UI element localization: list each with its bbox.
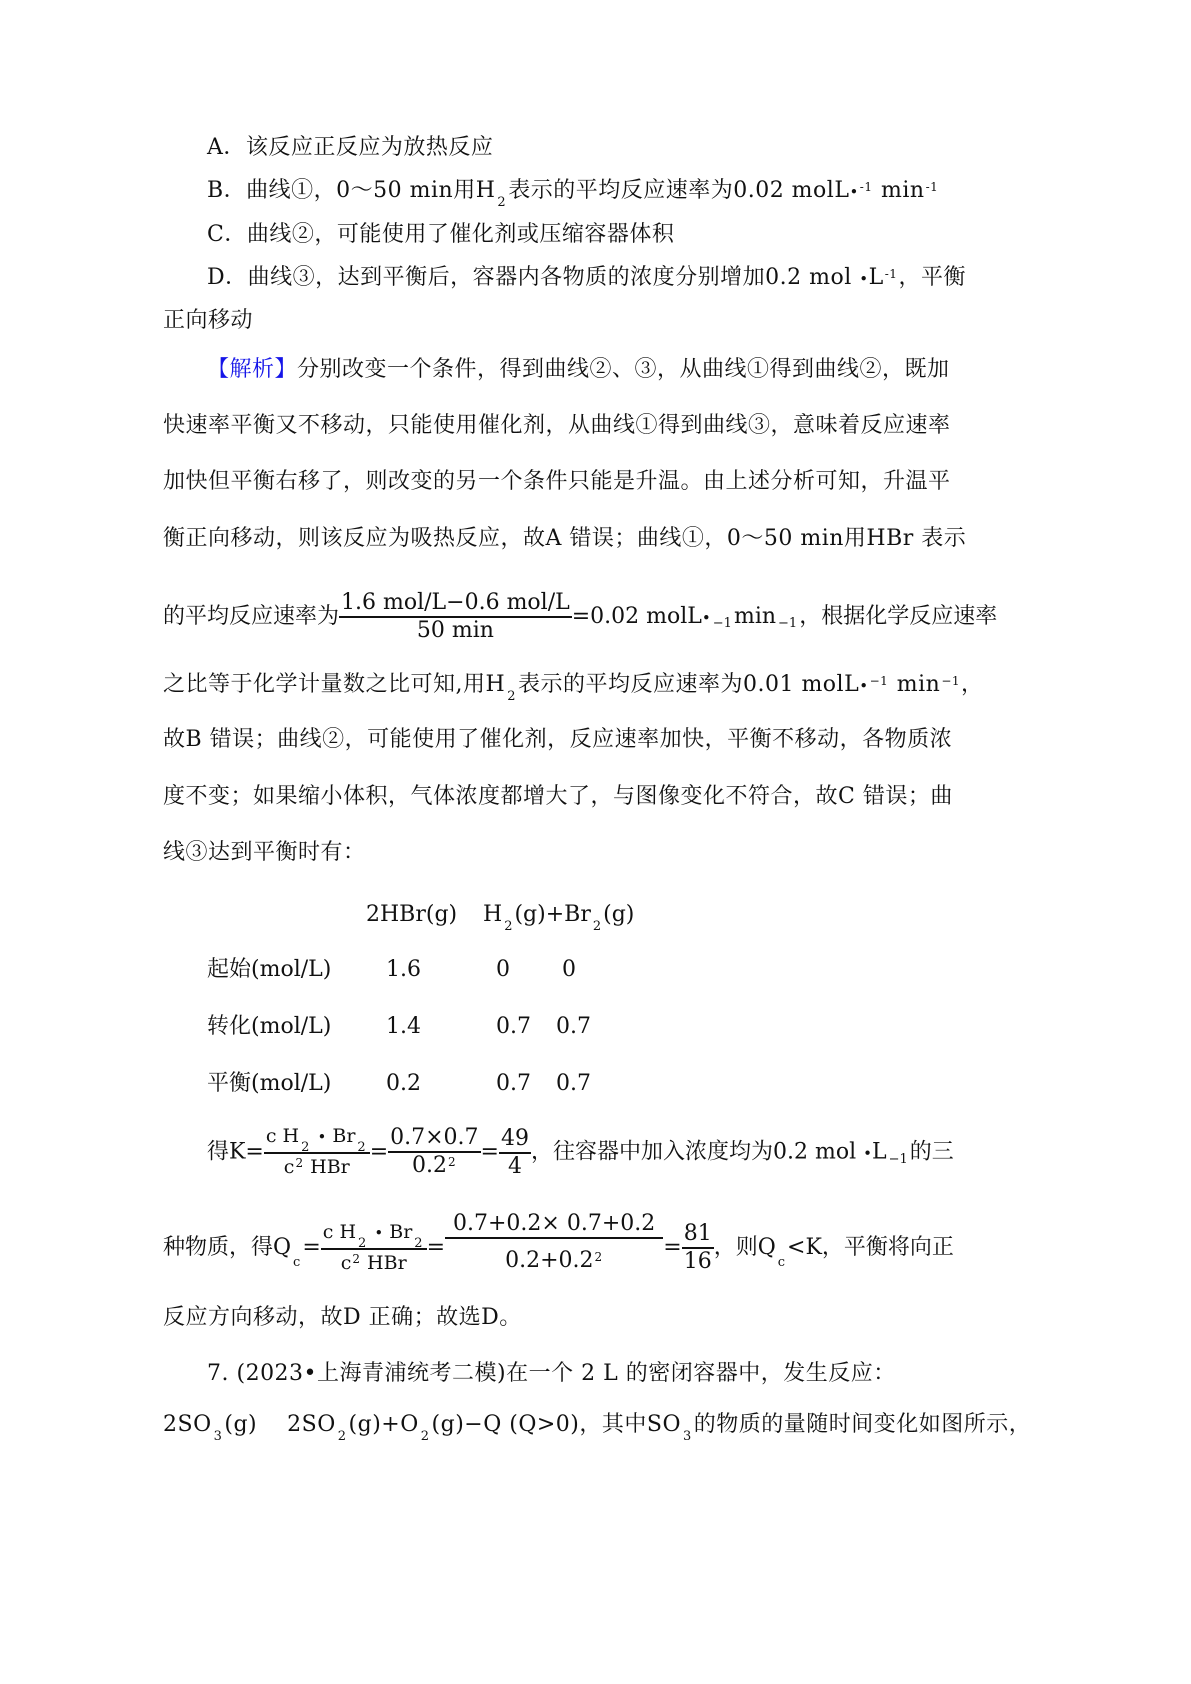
analysis-line-7: 故B 错误；曲线②，可能使用了催化剂，反应速率加快，平衡不移动，各物质浓 bbox=[163, 727, 953, 752]
analysis-text: 的平均反应速率为 bbox=[163, 604, 340, 629]
qc-fraction-3 bbox=[682, 1221, 714, 1275]
reaction-reactant: 2HBr(g) bbox=[366, 902, 458, 927]
option-d-continued: 正向移动 bbox=[163, 308, 254, 333]
row-value: 0 bbox=[496, 957, 510, 982]
exponent: −1 bbox=[869, 674, 889, 688]
product-text: (g) bbox=[603, 902, 635, 927]
option-c-text: 曲线②，可能使用了催化剂或压缩容器体积 bbox=[246, 222, 675, 247]
fraction-denominator: 0.2+0.2 bbox=[505, 1248, 594, 1273]
exponent: -1 bbox=[859, 180, 873, 194]
dot: • bbox=[701, 609, 711, 627]
k-text: ，往容器中加入浓度均为0.2 mol bbox=[530, 1139, 857, 1165]
subscript: 3 bbox=[213, 1429, 223, 1444]
superscript: 2 bbox=[295, 1156, 304, 1170]
analysis-line-6 bbox=[163, 670, 984, 703]
qc-text: ，则Q bbox=[713, 1235, 776, 1260]
exponent: −1 bbox=[888, 1151, 908, 1167]
option-c bbox=[207, 220, 674, 250]
superscript: 2 bbox=[594, 1250, 603, 1264]
unit-l: L bbox=[868, 265, 884, 290]
exponent: −1 bbox=[712, 616, 732, 631]
question-text: 的物质的量随时间变化如图所示， bbox=[693, 1412, 1032, 1437]
analysis-text: 表示的平均反应速率为0.01 molL bbox=[517, 672, 860, 697]
qc-label: 种物质，得Q bbox=[163, 1235, 292, 1260]
option-d-label: D． bbox=[207, 265, 248, 290]
analysis-text: ，根据化学反应速率 bbox=[799, 604, 998, 629]
analysis-line-3: 加快但平衡右移了，则改变的另一个条件只能是升温。由上述分析可知，升温平 bbox=[163, 469, 951, 494]
fraction-denominator: 16 bbox=[683, 1249, 712, 1274]
rate-value: =0.02 molL bbox=[571, 604, 702, 629]
option-d-text-2: ，平衡 bbox=[898, 265, 966, 290]
row-value: 0.7 bbox=[496, 1071, 531, 1096]
analysis-line-2: 快速率平衡又不移动，只能使用催化剂，从曲线①得到曲线③，意味着反应速率 bbox=[163, 413, 951, 438]
conclusion: 反应方向移动，故D 正确；故选D。 bbox=[163, 1305, 522, 1330]
dot: • bbox=[849, 183, 859, 201]
analysis-line-1 bbox=[207, 355, 950, 385]
option-b-label: B． bbox=[207, 178, 247, 203]
row-value: 0.7 bbox=[496, 1014, 531, 1039]
dot: • bbox=[859, 677, 869, 695]
qc-text: <K，平衡将向正 bbox=[787, 1235, 954, 1260]
den-text: c bbox=[283, 1156, 295, 1178]
fraction-numerator: 49 bbox=[500, 1125, 529, 1151]
formula-text: 2SO bbox=[287, 1412, 336, 1437]
subscript: 3 bbox=[682, 1429, 692, 1444]
num-text: Br bbox=[332, 1125, 356, 1147]
den-text: c bbox=[340, 1251, 352, 1274]
option-c-label: C． bbox=[207, 222, 247, 247]
dot: • bbox=[317, 1128, 327, 1146]
formula-text: (g)−Q (Q>0)，其中SO bbox=[431, 1412, 681, 1437]
den-text: HBr bbox=[367, 1251, 407, 1274]
fraction-numerator: 0.7×0.7 bbox=[390, 1124, 479, 1150]
analysis-text: ， bbox=[961, 672, 984, 697]
k-equation: 得K= $\frac{c H_2 • Br_2}{c^2 HBr}$ = $\frac{0.7\times 0.7}{0.2^2}$ = $\frac{49}{4}$ ，往容器中加入浓度均为0.2 mol •L −1的三 bbox=[207, 1123, 954, 1182]
option-d bbox=[207, 263, 966, 295]
formula-text: 2SO bbox=[163, 1412, 212, 1437]
analysis-line-8: 度不变；如果缩小体积，气体浓度都增大了，与图像变化不符合，故C 错误；曲 bbox=[163, 784, 953, 809]
exponent: −1 bbox=[941, 674, 961, 688]
den-text: HBr bbox=[310, 1156, 350, 1178]
k-fraction-3 bbox=[499, 1126, 531, 1180]
exponent: -1 bbox=[884, 267, 898, 281]
h-subscript: 2 bbox=[504, 919, 513, 934]
analysis-line-9: 线③达到平衡时有： bbox=[163, 840, 366, 865]
unit-min: min bbox=[881, 178, 925, 203]
num-text: c H bbox=[265, 1125, 300, 1147]
h-subscript: 2 bbox=[507, 689, 516, 704]
question-7-line-1: 7. (2023•上海青浦统考二模)在一个 2 L 的密闭容器中，发生反应： bbox=[207, 1361, 896, 1386]
num-text: c H bbox=[322, 1220, 357, 1243]
analysis-line-5 bbox=[163, 590, 997, 644]
fraction-denominator: 0.2 bbox=[412, 1152, 448, 1178]
product-text: (g)+Br bbox=[514, 902, 591, 927]
superscript: 2 bbox=[352, 1251, 360, 1266]
k-text: 的三 bbox=[909, 1139, 954, 1165]
h-subscript: 2 bbox=[497, 195, 507, 210]
reaction-products bbox=[483, 900, 634, 933]
option-b-text-2: 表示的平均反应速率为0.02 molL bbox=[508, 178, 850, 203]
question-7-line-2 bbox=[163, 1410, 1031, 1443]
rate-fraction bbox=[339, 590, 572, 644]
option-a bbox=[207, 133, 493, 163]
analysis-tag: 【解析】 bbox=[207, 357, 298, 382]
row-label: 转化(mol/L) bbox=[207, 1014, 332, 1039]
formula-text: (g) bbox=[224, 1412, 258, 1437]
num-text: Br bbox=[389, 1220, 413, 1243]
unit-min: min bbox=[896, 672, 941, 697]
row-value: 0.7 bbox=[556, 1014, 591, 1039]
subscript: 2 bbox=[414, 1235, 423, 1251]
analysis-text: 之比等于化学计量数之比可知,用H bbox=[163, 672, 506, 697]
row-label: 起始(mol/L) bbox=[207, 957, 332, 982]
fraction-numerator: 1.6 mol/L−0.6 mol/L bbox=[341, 590, 570, 615]
superscript: 2 bbox=[448, 1154, 456, 1169]
k-label: 得K= bbox=[207, 1139, 264, 1165]
qc-fraction-1 bbox=[321, 1219, 427, 1278]
subscript: c bbox=[777, 1255, 786, 1270]
option-a-label: A． bbox=[207, 135, 246, 160]
exponent: -1 bbox=[925, 180, 939, 194]
subscript: 2 bbox=[301, 1140, 310, 1155]
k-fraction-1 bbox=[264, 1123, 370, 1182]
h-symbol: H bbox=[475, 178, 496, 203]
analysis-line-4: 衡正向移动，则该反应为吸热反应，故A 错误；曲线①，0～50 min用HBr 表示 bbox=[163, 526, 967, 551]
row-value: 0.7 bbox=[556, 1071, 591, 1096]
option-d-text-1: 曲线③，达到平衡后，容器内各物质的浓度分别增加0.2 mol bbox=[247, 265, 852, 290]
row-value: 0 bbox=[562, 957, 576, 982]
dot: • bbox=[863, 1144, 872, 1163]
br-subscript: 2 bbox=[592, 919, 602, 934]
option-b bbox=[207, 176, 939, 209]
unit-l: L bbox=[871, 1139, 887, 1165]
fraction-numerator: 0.7+0.2× 0.7+0.2 bbox=[453, 1211, 656, 1236]
dot: • bbox=[374, 1223, 384, 1242]
row-value: 1.4 bbox=[386, 1014, 421, 1039]
k-fraction-2 bbox=[388, 1125, 480, 1181]
row-label: 平衡(mol/L) bbox=[207, 1071, 332, 1096]
option-b-text-1: 曲线①，0～50 min用 bbox=[246, 178, 476, 203]
h-symbol: H bbox=[483, 902, 503, 927]
fraction-denominator: 4 bbox=[499, 1152, 531, 1180]
row-value: 0.2 bbox=[386, 1071, 421, 1096]
subscript: 2 bbox=[337, 1429, 347, 1444]
qc-equation: 种物质，得$Q_c=$ $\frac{c H_2 • Br_2}{c^2 HBr}$ = $\frac{0.7+0.2\times 0.7+0.2}{0.2+0.2^2}$ = $\frac{81}{16}$ ，则$Q_c<K$，平衡将向正 bbox=[163, 1211, 954, 1285]
subscript: 2 bbox=[358, 1235, 367, 1251]
row-value: 1.6 bbox=[386, 957, 421, 982]
option-a-text: 该反应正反应为放热反应 bbox=[245, 135, 494, 160]
fraction-numerator: 81 bbox=[683, 1221, 712, 1246]
exponent: −1 bbox=[778, 616, 798, 631]
subscript: 2 bbox=[420, 1429, 430, 1444]
analysis-text: 分别改变一个条件，得到曲线②、③，从曲线①得到曲线②，既加 bbox=[297, 357, 950, 382]
dot: • bbox=[859, 270, 869, 288]
fraction-denominator: 50 min bbox=[339, 616, 572, 644]
unit-min: min bbox=[733, 604, 777, 629]
subscript: c bbox=[293, 1255, 301, 1270]
qc-fraction-2 bbox=[445, 1211, 663, 1285]
subscript: 2 bbox=[357, 1140, 366, 1155]
formula-text: (g)+O bbox=[348, 1412, 419, 1437]
